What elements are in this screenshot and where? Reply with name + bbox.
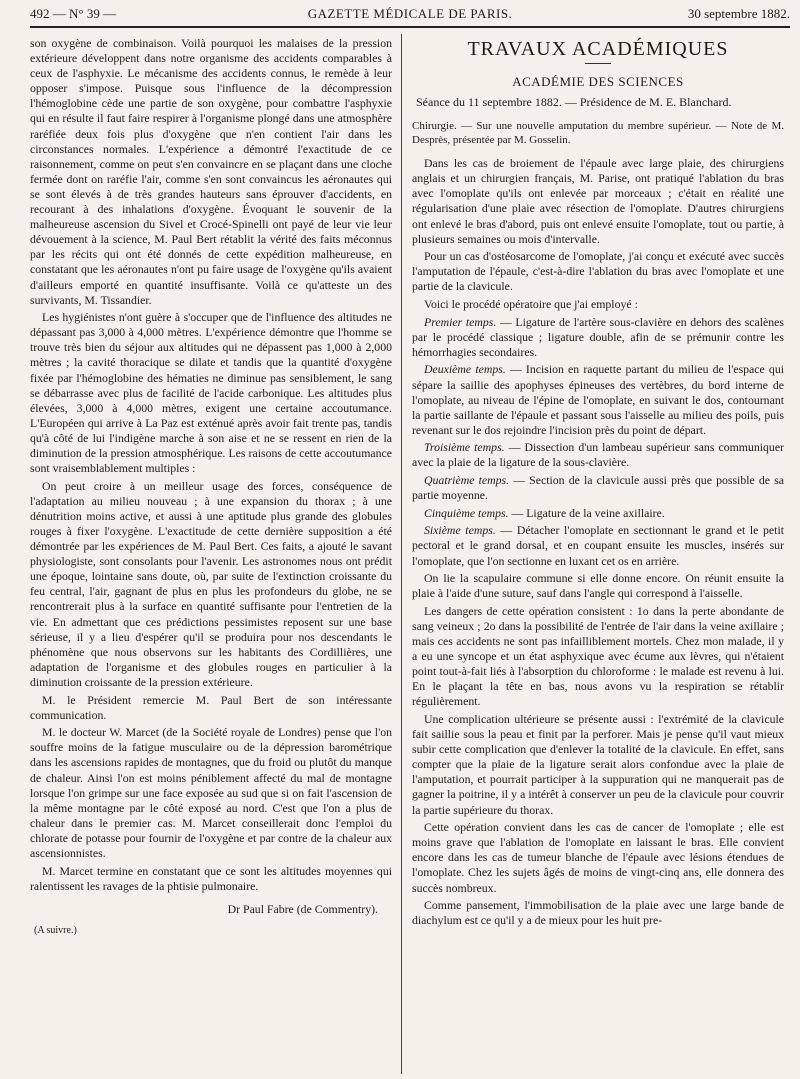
paragraph: Une complication ultérieure se présente aussi : l'extrémité de la clavicule fait saillie sous la peau et finit par la perforer. Mais je pense qu'il vaut mieux subir cette complication que d'enlever la totalité de la clavicule. En effet, sans compter que la plaie de la ligature serait alors confondue avec la plaie de l'amputation, et pourrait participer à la suppuration qui ne manquerait pas de gagner la poitrine, il y a intérêt à conserver un peu de la clavicule pour couvrir la partie supérieure du thorax. — [412, 711, 784, 817]
step-text: — Section de la clavicule aussi près que possible de sa partie moyenne. — [412, 473, 784, 503]
step-paragraph — [412, 523, 784, 568]
step-text: — Ligature de la veine axillaire. — [508, 505, 665, 520]
paragraph: Cette opération convient dans les cas de cancer de l'omoplate ; elle est moins grave que l'ablation de l'omoplate en laissant le bras. Elle convient encore dans les cas de tumeur blanche de l'épaule avec lésions étendues de l'omoplate. Chez les sujets âgés de moins de vingt-cinq ans, elle donnera des succès nombreux. — [412, 820, 784, 895]
step-label: Premier temps. — [424, 314, 497, 329]
paragraph: son oxygène de combinaison. Voilà pourquoi les malaises de la pression extérieure développent dans notre organisme des accidents comparables à ceux de l'asphyxie. Le mécanisme des accidents connus, le remède à leur opposer s'impose. Puisque sous l'influence de la décompression l'hémoglobine cède une partie de son oxygène, pour combattre l'asphyxie qui en résulte il faut faire respirer à l'organisme plongé dans une atmosphère raréfiée deux fois plus d'oxygène que n'en contient l'air dans les circonstances normales. L'expérience a démontré l'exactitude de ce raisonnement, comme on peut s'en convaincre en se plaçant dans une cloche fermée dont on raréfie l'air, comme s'en sont convaincus les aéronautes qui se sont élevés à de très grandes hauteurs sans éprouver d'accidents, en recourant à des inhalations d'oxygène. Évoquant le souvenir de la malheureuse ascension du Sivel et Crocé-Spinelli ont payé de leur vie leur dévouement à la science, M. Paul Bert rétablit la vérité des faits méconnus par les récits qui ont été donnés de cette expédition malheureuse, en constatant que les aéronautes n'ont pu faire usage de l'oxygène qu'ils avaient d'ailleurs emporté en quantité insuffisante. Voilà ce qu'atteste un des survivants, M. Tissandier. — [30, 36, 392, 307]
paragraph: Comme pansement, l'immobilisation de la plaie avec une large bande de diachylum est ce qu'il y a de mieux pour les huit pre- — [412, 898, 784, 928]
step-label: Sixième temps. — [424, 523, 496, 538]
paragraph: Pour un cas d'ostéosarcome de l'omoplate, j'ai conçu et exécuté avec succès l'amputation de l'épaule, c'est-à-dire l'ablation du bras avec l'omoplate et une partie de la clavicule. — [412, 249, 784, 294]
paragraph: M. le Président remercie M. Paul Bert de son intéressante communication. — [30, 692, 392, 722]
left-column — [30, 36, 392, 940]
step-label: Troisième temps. — [424, 440, 505, 455]
column-divider — [401, 34, 402, 1074]
step-text: — Incision en raquette partant du milieu de l'espace qui sépare la saillie des apophyses épineuses des vertèbres, du bord interne de l'omoplate, au niveau de l'épine de l'omoplate, en suivant le dos, contournant la partie saillante de l'épaule et passant sous l'aisselle au milieu des poils, puis revenant sur le dos rejoindre l'incision près du point de départ. — [412, 362, 784, 437]
session-line: Séance du 11 septembre 1882. — Présidence de M. E. Blanchard. — [416, 95, 732, 110]
step-text: — Dissection d'un lambeau supérieur sans communiquer avec la plaie de la ligature de la sous-clavière. — [412, 440, 784, 470]
paragraph: Les dangers de cette opération consistent : 1o dans la perte abondante de sang veineux ; 2o dans la possibilité de l'entrée de l'air dans la veine axillaire ; mais ces accidents ne sont pas infailliblement mortels. Chez mon malade, il y a eu une syncope et un état asphyxique avec écume aux lèvres, qui n'étaient point tout-à-fait liés à l'absorption du chloroforme : le malade est revenu à lui. En le plaçant la tête en bas, nous avons vu la respiration se rétablir régulièrement. — [412, 603, 784, 709]
section-title: TRAVAUX ACADÉMIQUES — [467, 38, 729, 60]
journal-title: GAZETTE MÉDICALE DE PARIS. — [307, 6, 513, 21]
paragraph: M. le docteur W. Marcet (de la Société royale de Londres) pense que l'on souffre moins de la fatigue musculaire ou de la dépression barométrique dans les ascensions rapides de montagnes, que du froid ou plutôt du manque de chaleur. Ainsi l'on est moins péniblement affecté du mal de montagne lorsque l'on grimpe sur une face exposée au sud que si on fait l'ascension de la même montagne par le côté exposé au nord. C'est que l'on a plus de chaleur dans le premier cas. M. Marcet conseillerait donc l'emploi du chlorate de potasse pour fournir de l'oxygène et par contre de la chaleur aux ascensionnistes. — [30, 725, 392, 860]
page-number: 492 — N° 39 — — [30, 6, 117, 21]
note-heading: Chirurgie. — Sur une nouvelle amputation du membre supérieur. — Note de M. Desprès, présentée par M. Gosselin. — [412, 120, 784, 147]
paragraph: Les hygiénistes n'ont guère à s'occuper que de l'influence des altitudes ne dépassant pas 3,000 à 4,000 mètres. L'expérience démontre que l'homme se trouve très bien du séjour aux altitudes qui ne dépassent pas 1,000 à 2,000 mètres ; la cavité thoracique se dilate et tandis que la quantité d'oxygène fixée par l'hémoglobine des hématies ne diminue pas sensiblement, le sang se débarrasse avec plus de facilité de l'acide carbonique. Les altitudes plus élevées, 3,000 à 4,000 mètres, exigent une certaine accoutumance. L'Européen qui arrive à La Paz est exténué après avoir fait trente pas, tandis qu'à côté de lui l'indigène marche à son aise et ne se ressent en rien de la diminution de la pression atmosphérique. Les raisons de cette accoutumance sont vraisemblablement multiples : — [30, 310, 392, 476]
step-paragraph — [412, 315, 784, 360]
title-underline — [585, 63, 611, 64]
paragraph: On peut croire à un meilleur usage des forces, conséquence de l'adaptation au milieu nouveau ; à une expansion du thorax ; à une dénutrition moins active, et aussi à une aptitude plus grande des globules rouges à fixer l'oxygène. L'exactitude de cette dernière supposition a été démontrée par les expériences de M. Paul Bert. Ces faits, a ajouté le savant physiologiste, sont consolants pour l'avenir. Les astronomes nous ont prédit une époque, lointaine sans doute, où, par suite de l'extinction croissante du feu central, l'air, gagnant de plus en plus les profondeurs du globe, ne se rencontrerait plus à la surface en quantité suffisante pour l'entretien de la vie. En admettant que ces prédictions pessimistes reposent sur une base sérieuse, il y a lieu d'espérer qu'il se produira pour nos descendants le phénomène que nous observons sur les habitants des Cordillières, une adaptation de l'organisme et des globules rouges en particulier à la diminution croissante de la pression extérieure. — [30, 478, 392, 689]
step-text: — Ligature de l'artère sous-clavière en dehors des scalènes par le procédé classique ; ligature double, afin de se prémunir contre les hémorrhagies secondaires. — [412, 314, 784, 359]
right-column — [412, 36, 784, 931]
step-label: Quatrième temps. — [424, 473, 510, 488]
step-text: — Détacher l'omoplate en sectionnant le grand et le petit pectoral et le grand dorsal, et en coupant ensuite les muscles, insérés sur l'omoplate, que l'on sectionne en luxant cet os en arrière. — [412, 523, 785, 568]
header-rule — [30, 26, 790, 28]
paragraph: M. Marcet termine en constatant que ce sont les altitudes moyennes qui ralentissent les ravages de la phtisie pulmonaire. — [30, 863, 392, 893]
paragraph: Voici le procédé opératoire que j'ai employé : — [424, 297, 638, 312]
step-label: Cinquième temps. — [424, 505, 509, 520]
step-paragraph — [412, 440, 784, 470]
paragraph: Dans les cas de broiement de l'épaule avec large plaie, des chirurgiens anglais et un chirurgien français, M. Parise, ont pratiqué l'ablation du bras avec l'omoplate qu'ils ont enlevée par morceaux ; c'était en réalité une régularisation d'une plaie avec résection de l'omoplate. D'autres chirurgiens ont enlevé le bras d'abord, puis ont enlevé ensuite l'omoplate, tout ou partie, à plusieurs semaines ou mois d'intervalle. — [412, 156, 784, 246]
subsection-title: ACADÉMIE DES SCIENCES — [512, 74, 684, 89]
continued-note: (A suivre.) — [34, 924, 77, 936]
author-signature: Dr Paul Fabre (de Commentry). — [227, 901, 378, 916]
paragraph: On lie la scapulaire commune si elle donne encore. On réunit ensuite la plaie à l'aide d'une suture, sauf dans l'angle qui correspond à l'aisselle. — [412, 571, 784, 601]
step-label: Deuxième temps. — [424, 362, 506, 377]
page-header — [30, 4, 790, 24]
issue-date: 30 septembre 1882. — [687, 6, 790, 21]
step-paragraph — [412, 362, 784, 437]
step-paragraph — [412, 506, 784, 521]
step-paragraph — [412, 473, 784, 503]
